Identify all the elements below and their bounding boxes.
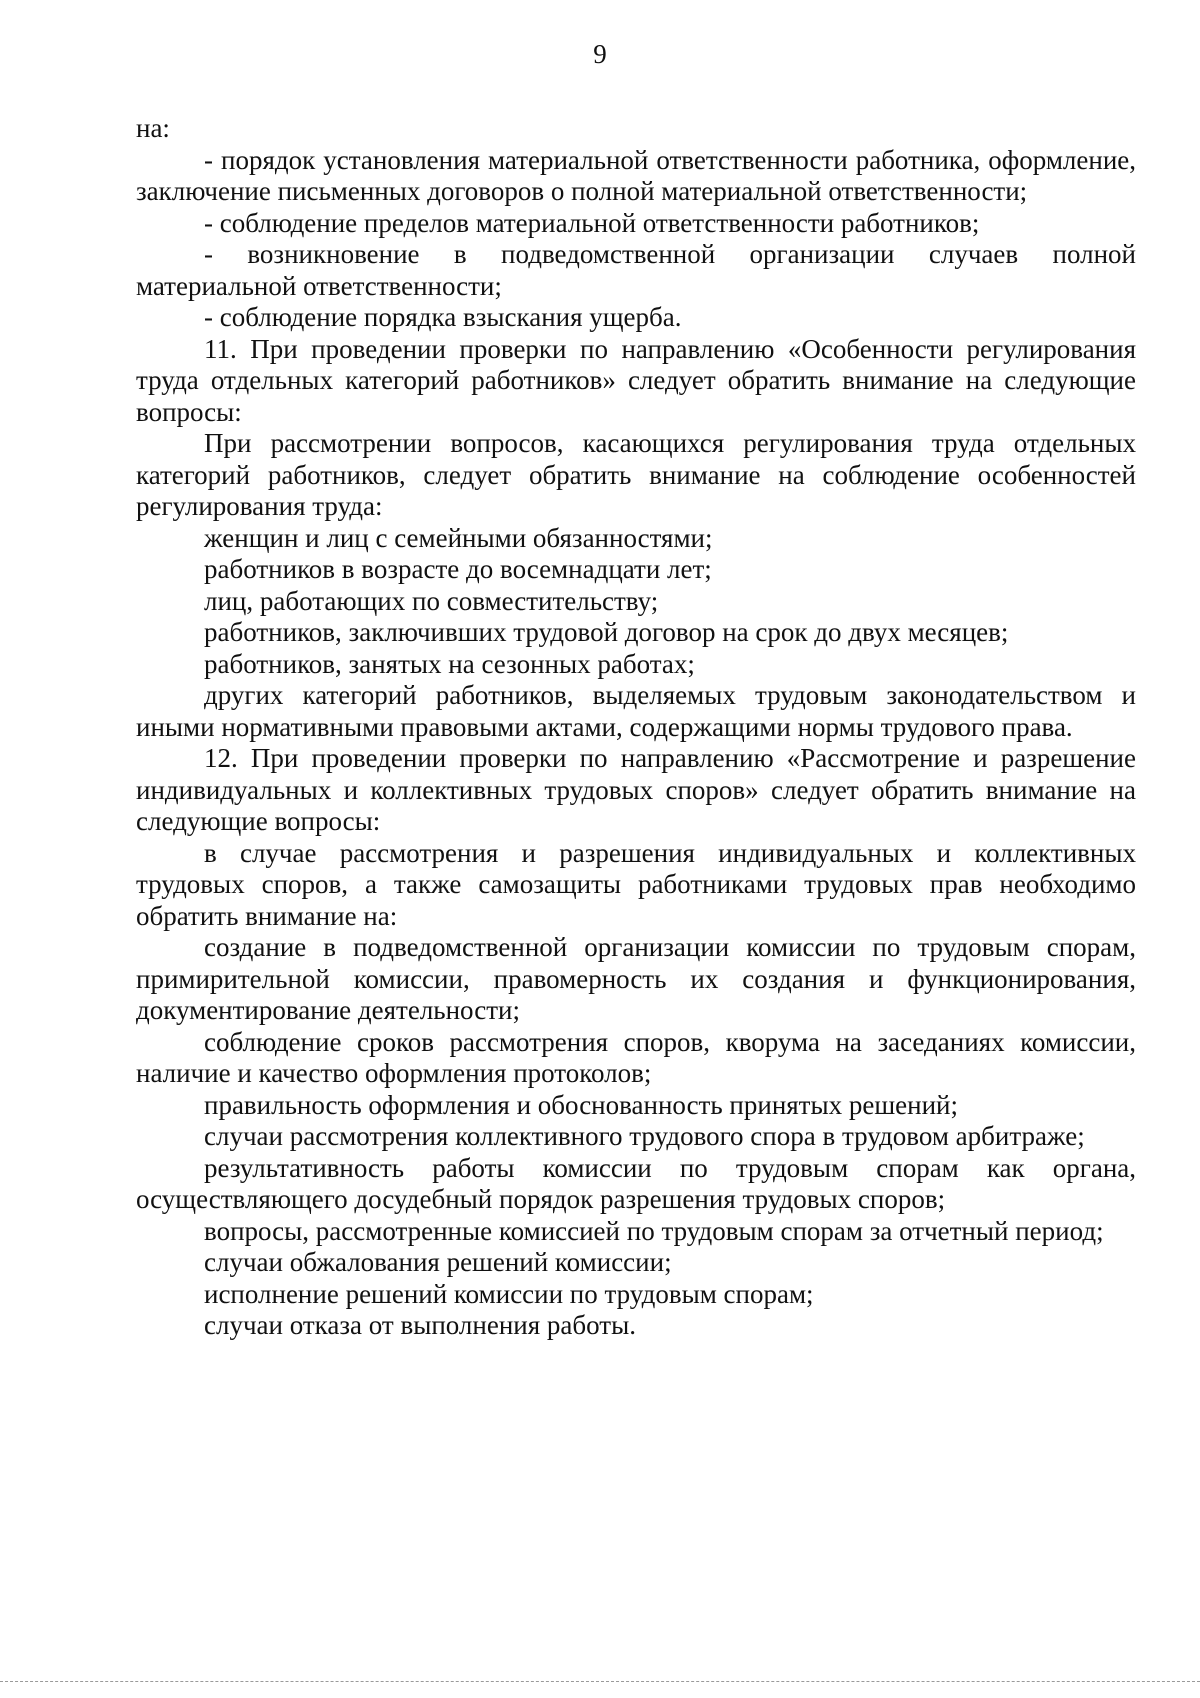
list-item: соблюдение сроков рассмотрения споров, кворума на заседаниях комиссии, наличие и качество оформления протоколов; <box>136 1026 1136 1088</box>
scan-edge-line <box>0 1681 1200 1682</box>
document-body <box>136 113 1136 1342</box>
paragraph: При рассмотрении вопросов, касающихся регулирования труда отдельных категорий работников, следует обратить внимание на соблюдение особенностей регулирования труда: <box>136 428 1136 521</box>
list-item: случаи обжалования решений комиссии; <box>204 1247 672 1277</box>
list-item: случаи рассмотрения коллективного трудового спора в трудовом арбитраже; <box>204 1121 1085 1151</box>
list-item: работников в возрасте до восемнадцати лет; <box>204 554 712 584</box>
list-item: исполнение решений комиссии по трудовым спорам; <box>204 1278 814 1309</box>
section-12-heading-paragraph: 12. При проведении проверки по направлению «Рассмотрение и разрешение индивидуальных и коллективных трудовых споров» следует обратить внимание на следующие вопросы: <box>136 743 1136 836</box>
section-11-heading-paragraph: 11. При проведении проверки по направлению «Особенности регулирования труда отдельных категорий работников» следует обратить внимание на следующие вопросы: <box>136 333 1136 427</box>
list-item: - возникновение в подведомственной организации случаев полной материальной ответственности; <box>136 239 1136 301</box>
list-item: других категорий работников, выделяемых трудовым законодательством и иными нормативными правовыми актами, содержащими нормы трудового права. <box>136 680 1136 742</box>
list-item: работников, занятых на сезонных работах; <box>204 648 695 679</box>
list-item: результативность работы комиссии по трудовым спорам как органа, осуществляющего досудебный порядок разрешения трудовых споров; <box>136 1152 1136 1214</box>
list-item: работников, заключивших трудовой договор на срок до двух месяцев; <box>204 617 1009 647</box>
list-item: создание в подведомственной организации комиссии по трудовым спорам, примирительной комиссии, правомерность их создания и функционирования, документирование деятельности; <box>136 932 1136 1025</box>
list-item: - порядок установления материальной ответственности работника, оформление, заключение письменных договоров о полной материальной ответственности; <box>136 144 1136 206</box>
list-item: - соблюдение пределов материальной ответственности работников; <box>204 207 980 238</box>
list-item: - соблюдение порядка взыскания ущерба. <box>204 302 682 332</box>
page-number: 9 <box>593 39 607 69</box>
list-item: правильность оформления и обоснованность принятых решений; <box>204 1089 958 1120</box>
list-item: случаи отказа от выполнения работы. <box>204 1310 636 1340</box>
paragraph-continuation: на: <box>136 113 170 143</box>
list-item: вопросы, рассмотренные комиссией по трудовым спорам за отчетный период; <box>204 1215 1104 1246</box>
list-item: женщин и лиц с семейными обязанностями; <box>204 522 713 553</box>
list-item: лиц, работающих по совместительству; <box>204 585 659 616</box>
paragraph: в случае рассмотрения и разрешения индивидуальных и коллективных трудовых споров, а также самозащиты работниками трудовых прав необходимо обратить внимание на: <box>136 837 1136 931</box>
